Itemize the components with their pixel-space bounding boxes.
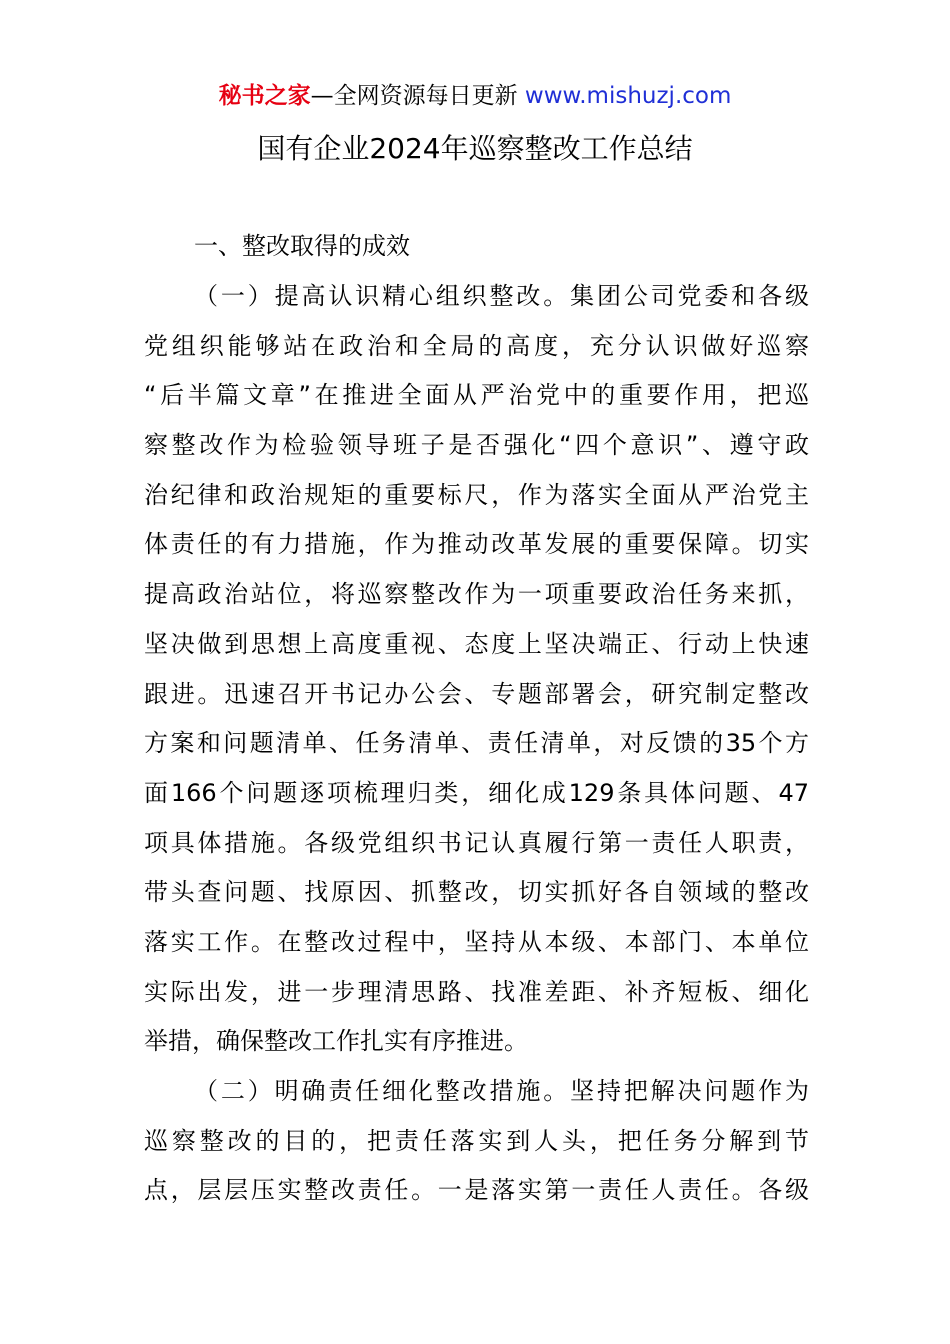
paragraph-line: 落实工作。在整改过程中，坚持从本级、本部门、本单位 xyxy=(144,927,809,956)
paragraph-line: 面166个问题逐项梳理归类，细化成129条具体问题、47 xyxy=(144,778,809,807)
paragraph-line: 党组织能够站在政治和全局的高度，充分认识做好巡察 xyxy=(144,331,809,360)
paragraph-line: （一）提高认识精心组织整改。集团公司党委和各级 xyxy=(194,282,809,310)
paragraph-line: 项具体措施。各级党组织书记认真履行第一责任人职责， xyxy=(144,828,809,857)
paragraph-line: 察整改作为检验领导班子是否强化“四个意识”、遵守政 xyxy=(144,431,809,460)
brand-name: 秘书之家 xyxy=(218,83,311,109)
site-header xyxy=(0,80,950,112)
brand-tagline: —全网资源每日更新 xyxy=(310,83,518,109)
paragraph-line: 巡察整改的目的，把责任落实到人头，把任务分解到节 xyxy=(144,1126,809,1155)
paragraph-1 xyxy=(144,276,809,1071)
document-body xyxy=(144,276,809,1220)
paragraph-line: 点，层层压实整改责任。一是落实第一责任人责任。各级 xyxy=(144,1176,809,1205)
paragraph-line: 坚决做到思想上高度重视、态度上坚决端正、行动上快速 xyxy=(144,629,809,658)
paragraph-line: “后半篇文章”在推进全面从严治党中的重要作用，把巡 xyxy=(144,381,809,410)
site-url[interactable]: www.mishuzj.com xyxy=(517,83,732,109)
paragraph-line: 治纪律和政治规矩的重要标尺，作为落实全面从严治党主 xyxy=(144,480,809,509)
paragraph-line: 举措，确保整改工作扎实有序推进。 xyxy=(144,1027,528,1056)
paragraph-line: 体责任的有力措施，作为推动改革发展的重要保障。切实 xyxy=(144,530,809,559)
paragraph-line: （二）明确责任细化整改措施。坚持把解决问题作为 xyxy=(194,1077,809,1105)
paragraph-line: 提高政治站位，将巡察整改作为一项重要政治任务来抓， xyxy=(144,580,809,609)
paragraph-line: 跟进。迅速召开书记办公会、专题部署会，研究制定整改 xyxy=(144,679,809,708)
paragraph-line: 带头查问题、找原因、抓整改，切实抓好各自领域的整改 xyxy=(144,878,809,907)
document-title: 国有企业2024年巡察整改工作总结 xyxy=(257,132,693,165)
paragraph-line: 实际出发，进一步理清思路、找准差距、补齐短板、细化 xyxy=(144,977,809,1006)
paragraph-2 xyxy=(144,1071,809,1220)
section-heading: 一、整改取得的成效 xyxy=(194,232,410,260)
paragraph-line: 方案和问题清单、任务清单、责任清单，对反馈的35个方 xyxy=(144,729,809,758)
